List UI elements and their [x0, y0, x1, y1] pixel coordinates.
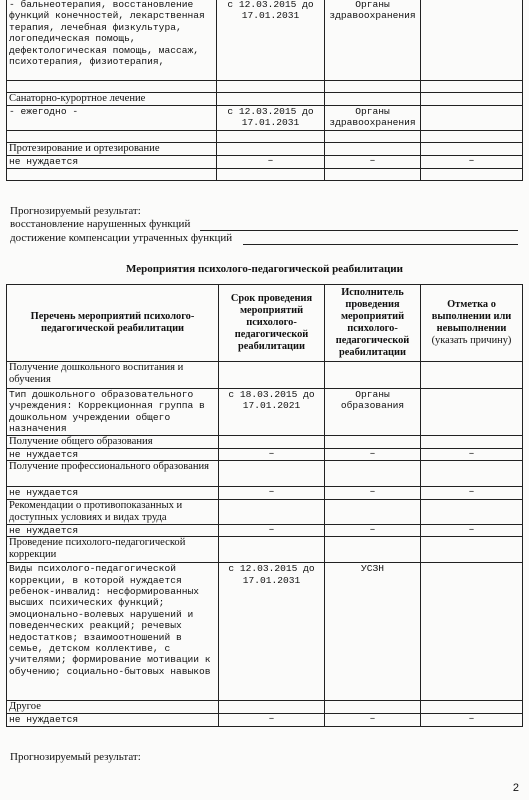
table-cell: не нуждается	[7, 524, 219, 536]
table-cell: –	[217, 156, 325, 169]
table-cell: не нуждается	[7, 449, 219, 461]
table-cell: Проведение психолого-педагогической коррекции	[7, 537, 219, 563]
table-cell: с 12.03.2015 до 17.01.2031	[219, 563, 325, 701]
table-row	[7, 524, 523, 536]
table-row	[7, 487, 523, 499]
table-cell: Органы здравоохранения	[325, 0, 421, 81]
table-cell: –	[325, 156, 421, 169]
table-cell: не нуждается	[7, 487, 219, 499]
header-cell: Исполнитель проведения мероприятий психолого-педагогической реабилитации	[325, 285, 421, 362]
table-cell: –	[325, 487, 421, 499]
table-cell: –	[421, 449, 523, 461]
table-cell: –	[219, 449, 325, 461]
table-cell: Другое	[7, 701, 219, 714]
table-cell: Получение общего образования	[7, 436, 219, 449]
table-row	[7, 499, 523, 524]
header-cell: Перечень мероприятий психолого-педагогической реабилитации	[7, 285, 219, 362]
header-text: Отметка о выполнении или невыполнении	[431, 299, 512, 334]
table-cell: –	[325, 449, 421, 461]
header-text: (указать причину)	[431, 335, 512, 346]
table-cell: - ежегодно -	[7, 106, 217, 131]
prognosis-line-2: достижение компенсации утраченных функций	[10, 232, 233, 244]
psych-pedagogical-table	[6, 284, 523, 727]
table-cell: Получение дошкольного воспитания и обучения	[7, 362, 219, 389]
table-cell: не нуждается	[7, 714, 219, 726]
table-cell: Получение профессионального образования	[7, 461, 219, 487]
table-cell: –	[219, 487, 325, 499]
table-cell: с 12.03.2015 до 17.01.2031	[217, 106, 325, 131]
table-cell: с 18.03.2015 до 17.01.2021	[219, 389, 325, 436]
table-cell	[421, 0, 523, 81]
table-cell: Органы здравоохранения	[325, 106, 421, 131]
table-cell: –	[219, 524, 325, 536]
table-cell: –	[325, 524, 421, 536]
header-cell	[421, 285, 523, 362]
table-row	[7, 131, 523, 143]
table-row	[7, 106, 523, 131]
table-row	[7, 701, 523, 714]
prognosis-label-2: Прогнозируемый результат:	[10, 751, 141, 763]
table-row	[7, 169, 523, 181]
table-row	[7, 143, 523, 156]
table-row	[7, 436, 523, 449]
table-row	[7, 449, 523, 461]
table-cell: - бальнеотерапия, восстановление функций конечностей, лекарственная терапия, лечебная физкультура, логопедическая помощь, дефектологическая помощь, массаж, психотерапия, физиотерапия,	[7, 0, 217, 81]
table-row	[7, 389, 523, 436]
table-cell: УСЗН	[325, 563, 421, 701]
medical-rehab-table	[6, 0, 523, 181]
underline	[243, 244, 518, 245]
table-cell: не нуждается	[7, 156, 217, 169]
page-number: 2	[512, 782, 519, 794]
table-cell: Виды психолого-педагогической коррекции, в которой нуждается ребенок-инвалид: несформированных высших психических функций; эмоционально-волевых нарушений и поведенческих реакций; речевых недостатков; взаимоотношений в семье, детском коллективе, с учителями; формирование мотивации к обучению; социально-бытовых навыков	[7, 563, 219, 701]
table-cell: –	[421, 487, 523, 499]
table-row	[7, 0, 523, 81]
table-row	[7, 93, 523, 106]
table-row	[7, 362, 523, 389]
table-cell: –	[421, 524, 523, 536]
table-cell: с 12.03.2015 до 17.01.2031	[217, 0, 325, 81]
table-cell: –	[421, 714, 523, 726]
table-cell: Рекомендации о противопоказанных и доступных условиях и видах труда	[7, 499, 219, 524]
table-cell: Санаторно-курортное лечение	[7, 93, 217, 106]
table-row	[7, 714, 523, 726]
section-title: Мероприятия психолого-педагогической реабилитации	[126, 263, 403, 275]
underline	[200, 230, 518, 231]
table-cell: Тип дошкольного образовательного учреждения: Коррекционная группа в дошкольном учреждении общего назначения	[7, 389, 219, 436]
table-cell: –	[325, 714, 421, 726]
header-cell: Срок проведения мероприятий психолого-педагогической реабилитации	[219, 285, 325, 362]
header-row	[7, 285, 523, 362]
table-cell: –	[421, 156, 523, 169]
prognosis-label: Прогнозируемый результат:	[10, 205, 141, 217]
table-cell: –	[219, 714, 325, 726]
table-row	[7, 81, 523, 93]
table-row	[7, 537, 523, 563]
table-row	[7, 461, 523, 487]
table-cell: Органы образования	[325, 389, 421, 436]
prognosis-line-1: восстановление нарушенных функций	[10, 218, 191, 230]
table-row	[7, 156, 523, 169]
table-row	[7, 563, 523, 701]
table-cell: Протезирование и ортезирование	[7, 143, 217, 156]
